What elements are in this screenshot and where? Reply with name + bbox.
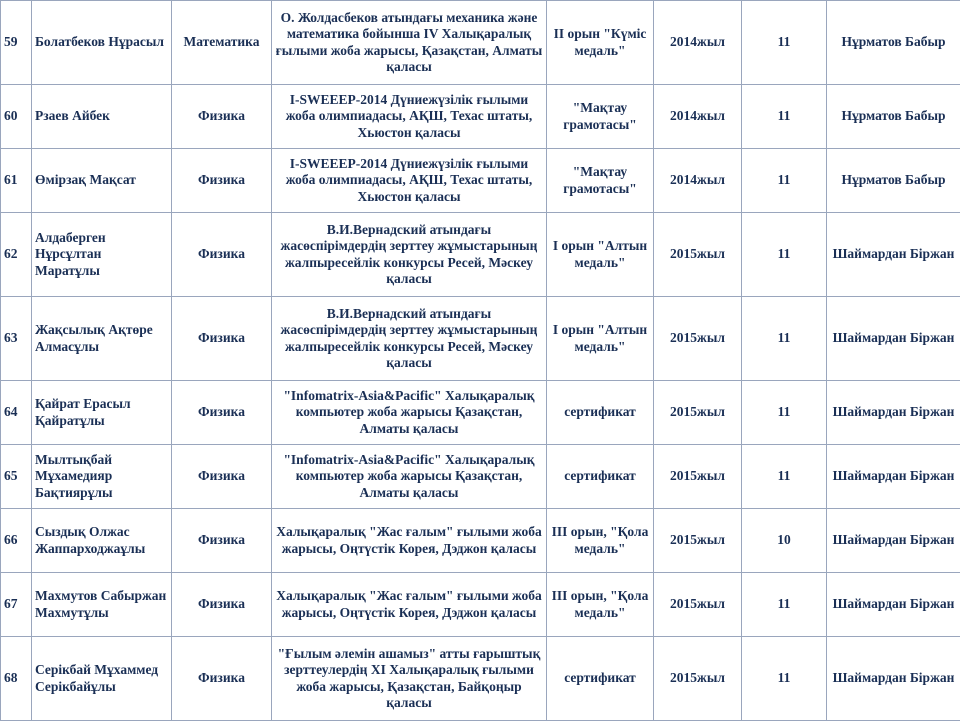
teacher-cell: Шаймардан Біржан (827, 213, 960, 297)
subject-cell: Математика (172, 1, 272, 85)
award-cell: I орын "Алтын медаль" (547, 213, 654, 297)
table-row (1, 637, 960, 721)
row-number-cell: 67 (1, 573, 32, 637)
grade-cell: 11 (742, 1, 827, 85)
results-table-body (1, 1, 960, 721)
subject-cell: Физика (172, 381, 272, 445)
award-cell: II орын "Күміс медаль" (547, 1, 654, 85)
row-number-cell: 64 (1, 381, 32, 445)
event-cell: О. Жолдасбеков атындағы механика және математика бойынша IV Халықаралық ғылыми жоба жарысы, Қазақстан, Алматы қаласы (272, 1, 547, 85)
row-number-cell: 65 (1, 445, 32, 509)
table-row (1, 149, 960, 213)
teacher-cell: Шаймардан Біржан (827, 445, 960, 509)
student-name-cell: Мылтықбай Мұхамедияр Бақтиярұлы (32, 445, 172, 509)
table-row (1, 85, 960, 149)
table-row (1, 445, 960, 509)
award-cell: III орын, "Қола медаль" (547, 509, 654, 573)
grade-cell: 10 (742, 509, 827, 573)
award-cell: "Мақтау грамотасы" (547, 149, 654, 213)
teacher-cell: Шаймардан Біржан (827, 573, 960, 637)
table-row (1, 297, 960, 381)
teacher-cell: Нұрматов Бабыр (827, 1, 960, 85)
subject-cell: Физика (172, 509, 272, 573)
student-name-cell: Болатбеков Нұрасыл (32, 1, 172, 85)
year-cell: 2014жыл (654, 85, 742, 149)
year-cell: 2015жыл (654, 213, 742, 297)
subject-cell: Физика (172, 445, 272, 509)
row-number-cell: 60 (1, 85, 32, 149)
table-row (1, 573, 960, 637)
subject-cell: Физика (172, 149, 272, 213)
subject-cell: Физика (172, 213, 272, 297)
year-cell: 2015жыл (654, 445, 742, 509)
table-row (1, 213, 960, 297)
grade-cell: 11 (742, 297, 827, 381)
event-cell: В.И.Вернадский атындағы жасөспірімдердің зерттеу жұмыстарының жалпыресейлік конкурсы Ресей, Мәскеу қаласы (272, 213, 547, 297)
student-name-cell: Жақсылық Ақтөре Алмасұлы (32, 297, 172, 381)
grade-cell: 11 (742, 573, 827, 637)
award-cell: сертификат (547, 637, 654, 721)
table-row (1, 1, 960, 85)
subject-cell: Физика (172, 573, 272, 637)
grade-cell: 11 (742, 213, 827, 297)
student-name-cell: Қайрат Ерасыл Қайратұлы (32, 381, 172, 445)
grade-cell: 11 (742, 85, 827, 149)
event-cell: Халықаралық "Жас ғалым" ғылыми жоба жарысы, Оңтүстік Корея, Дэджон қаласы (272, 573, 547, 637)
grade-cell: 11 (742, 445, 827, 509)
row-number-cell: 63 (1, 297, 32, 381)
student-name-cell: Махмутов Сабыржан Махмутұлы (32, 573, 172, 637)
event-cell: Халықаралық "Жас ғалым" ғылыми жоба жарысы, Оңтүстік Корея, Дэджон қаласы (272, 509, 547, 573)
award-cell: III орын, "Қола медаль" (547, 573, 654, 637)
teacher-cell: Шаймардан Біржан (827, 509, 960, 573)
year-cell: 2015жыл (654, 381, 742, 445)
grade-cell: 11 (742, 381, 827, 445)
student-name-cell: Серікбай Мұхаммед Серікбайұлы (32, 637, 172, 721)
student-name-cell: Өмірзақ Мақсат (32, 149, 172, 213)
teacher-cell: Шаймардан Біржан (827, 381, 960, 445)
teacher-cell: Шаймардан Біржан (827, 637, 960, 721)
subject-cell: Физика (172, 297, 272, 381)
teacher-cell: Нұрматов Бабыр (827, 85, 960, 149)
award-cell: "Мақтау грамотасы" (547, 85, 654, 149)
year-cell: 2015жыл (654, 509, 742, 573)
grade-cell: 11 (742, 637, 827, 721)
event-cell: "Infomatrix-Asia&Pacific" Халықаралық компьютер жоба жарысы Қазақстан, Алматы қаласы (272, 445, 547, 509)
award-cell: сертификат (547, 445, 654, 509)
student-name-cell: Рзаев Айбек (32, 85, 172, 149)
year-cell: 2015жыл (654, 573, 742, 637)
event-cell: I-SWEEEP-2014 Дүниежүзілік ғылыми жоба олимпиадасы, АҚШ, Техас штаты, Хьюстон қаласы (272, 149, 547, 213)
teacher-cell: Шаймардан Біржан (827, 297, 960, 381)
row-number-cell: 68 (1, 637, 32, 721)
year-cell: 2014жыл (654, 149, 742, 213)
event-cell: I-SWEEEP-2014 Дүниежүзілік ғылыми жоба олимпиадасы, АҚШ, Техас штаты, Хьюстон қаласы (272, 85, 547, 149)
row-number-cell: 62 (1, 213, 32, 297)
student-name-cell: Алдаберген Нұрсұлтан Маратұлы (32, 213, 172, 297)
row-number-cell: 61 (1, 149, 32, 213)
teacher-cell: Нұрматов Бабыр (827, 149, 960, 213)
event-cell: В.И.Вернадский атындағы жасөспірімдердің зерттеу жұмыстарының жалпыресейлік конкурсы Ресей, Мәскеу қаласы (272, 297, 547, 381)
table-row (1, 509, 960, 573)
table-row (1, 381, 960, 445)
subject-cell: Физика (172, 85, 272, 149)
subject-cell: Физика (172, 637, 272, 721)
row-number-cell: 66 (1, 509, 32, 573)
year-cell: 2015жыл (654, 637, 742, 721)
student-name-cell: Сыздық Олжас Жаппарходжаұлы (32, 509, 172, 573)
award-cell: I орын "Алтын медаль" (547, 297, 654, 381)
award-cell: сертификат (547, 381, 654, 445)
event-cell: "Infomatrix-Asia&Pacific" Халықаралық компьютер жоба жарысы Қазақстан, Алматы қаласы (272, 381, 547, 445)
grade-cell: 11 (742, 149, 827, 213)
event-cell: "Ғылым әлемін ашамыз" атты ғарыштық зерттеулердің XI Халықаралық ғылыми жоба жарысы, Қазақстан, Байқоңыр қаласы (272, 637, 547, 721)
year-cell: 2014жыл (654, 1, 742, 85)
row-number-cell: 59 (1, 1, 32, 85)
year-cell: 2015жыл (654, 297, 742, 381)
